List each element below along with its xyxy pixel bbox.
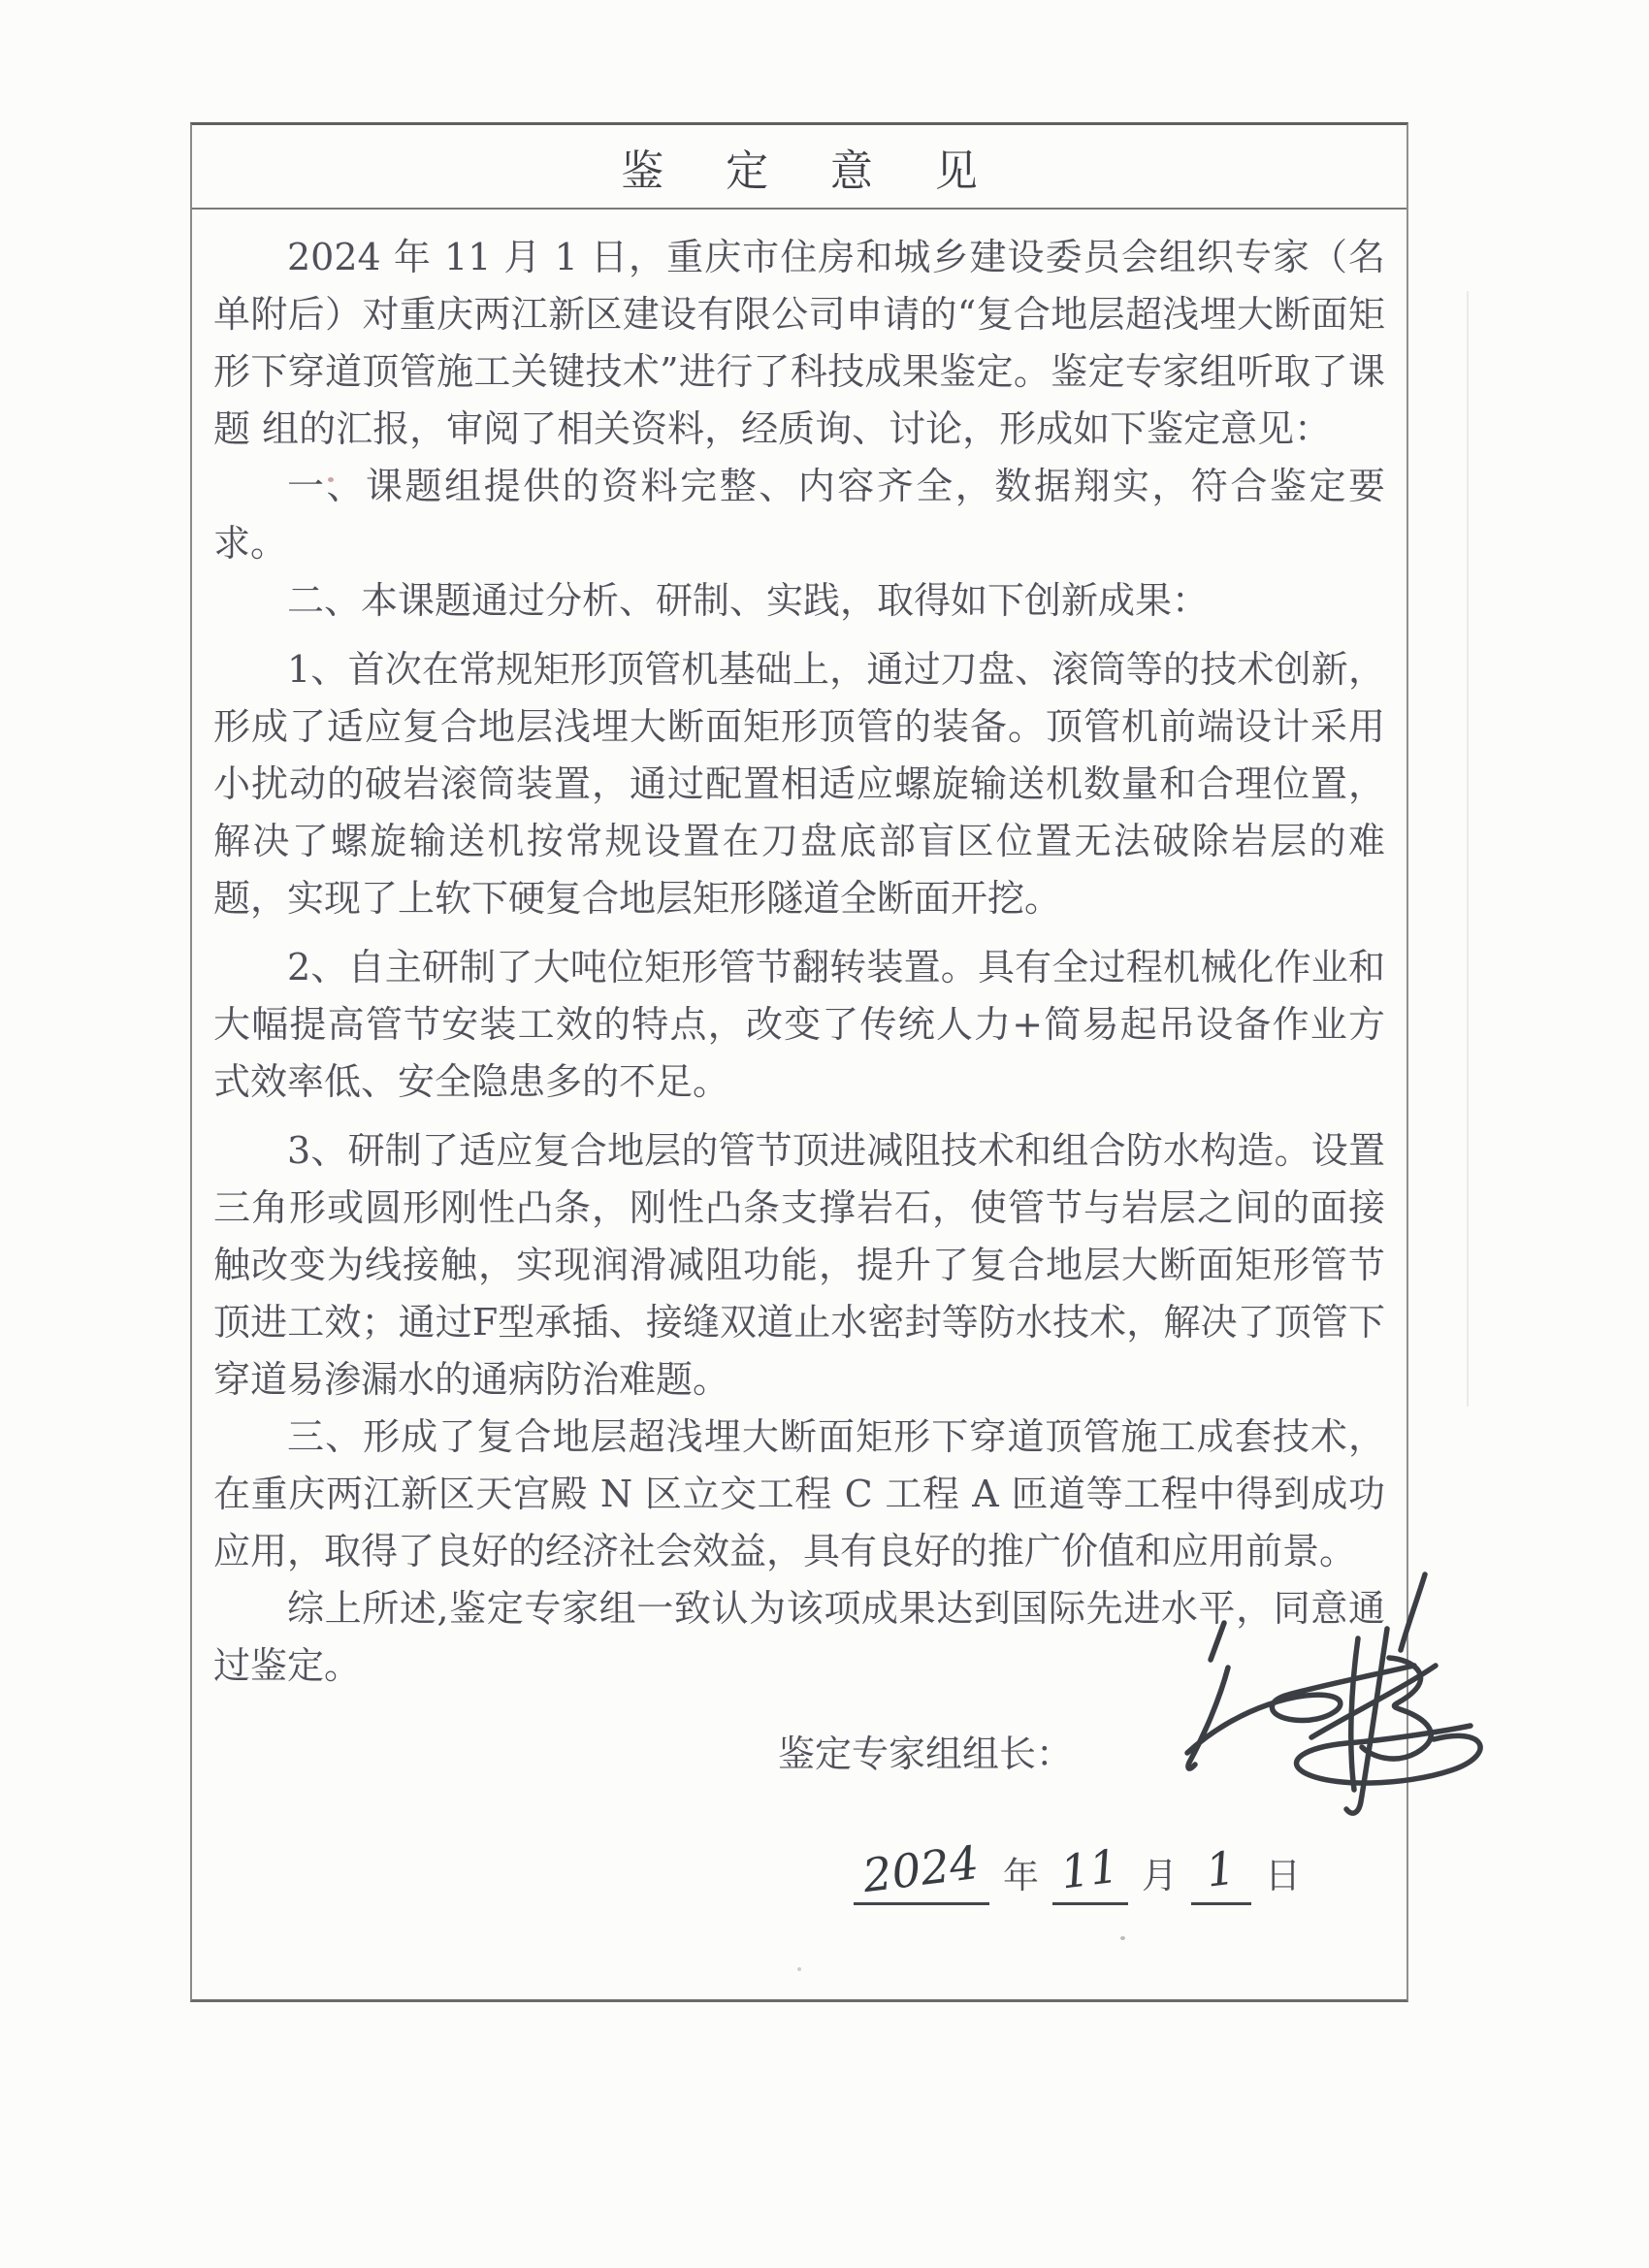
- paragraph-innovation-3: 3、研制了适应复合地层的管节顶进减阻技术和组合防水构造。设置三角形或圆形刚性凸条，刚性凸条支撑岩石，使管节与岩层之间的面接触改变为线接触，实现润滑减阻功能，提升了复合地层大断面矩形管节顶进工效；通过F型承插、接缝双道止水密封等防水技术，解决了顶管下穿道易渗漏水的通病防治难题。: [213, 1129, 1385, 1401]
- paragraph-item-3: 三、形成了复合地层超浅埋大断面矩形下穿道顶管施工成套技术，在重庆两江新区天宫殿 N 区立交工程 C 工程 A 匝道等工程中得到成功应用，取得了良好的经济社会效益，具有良好的推广价值和应用前景。: [213, 1415, 1385, 1572]
- scan-speck: [1120, 1936, 1125, 1940]
- date-month-unit: 月: [1142, 1855, 1178, 1896]
- date-month-blank: [1052, 1839, 1128, 1905]
- scan-streak-artifact: [1467, 291, 1469, 1407]
- title-row: [192, 125, 1406, 210]
- date-row: [213, 1835, 1385, 1905]
- paragraph-item-1: 一、课题组提供的资料完整、内容齐全，数据翔实，符合鉴定要求。: [213, 465, 1385, 565]
- date-month-handwritten: 11: [1057, 1839, 1122, 1900]
- scan-speck: [328, 477, 334, 482]
- signature-row: [213, 1718, 1385, 1786]
- paragraph-item-2: 二、本课题通过分析、研制、实践，取得如下创新成果：: [287, 579, 1210, 622]
- appraisal-opinion-box: [190, 122, 1408, 2002]
- date-year-blank: [854, 1835, 989, 1905]
- page-title: 鉴定意见: [621, 146, 1040, 196]
- date-year-handwritten: 2024: [859, 1835, 983, 1904]
- document-body: [192, 210, 1406, 1905]
- scan-speck: [797, 1967, 801, 1971]
- date-year-unit: 年: [1003, 1855, 1039, 1896]
- paragraph-innovation-2: 2、自主研制了大吨位矩形管节翻转装置。具有全过程机械化作业和大幅提高管节安装工效的特点，改变了传统人力+简易起吊设备作业方式效率低、安全隐患多的不足。: [213, 946, 1385, 1103]
- date-day-blank: [1191, 1841, 1251, 1905]
- date-day-handwritten: 1: [1203, 1841, 1239, 1898]
- signature-label: 鉴定专家组组长：: [778, 1733, 1074, 1775]
- paragraph-conclusion: 综上所述,鉴定专家组一致认为该项成果达到国际先进水平，同意通过鉴定。: [213, 1587, 1385, 1687]
- date-day-unit: 日: [1265, 1855, 1301, 1896]
- paragraph-intro: 2024 年 11 月 1 日，重庆市住房和城乡建设委员会组织专家（名单附后）对重庆两江新区建设有限公司申请的“复合地层超浅埋大断面矩形下穿道顶管施工关键技术”进行了科技成果鉴定。鉴定专家组听取了课题 组的汇报，审阅了相关资料，经质询、讨论，形成如下鉴定意见：: [213, 236, 1385, 450]
- paragraph-innovation-1: 1、首次在常规矩形顶管机基础上，通过刀盘、滚筒等的技术创新，形成了适应复合地层浅埋大断面矩形顶管的装备。顶管机前端设计采用小扰动的破岩滚筒装置，通过配置相适应螺旋输送机数量和合理位置，解决了螺旋输送机按常规设置在刀盘底部盲区位置无法破除岩层的难题，实现了上软下硬复合地层矩形隧道全断面开挖。: [213, 648, 1385, 920]
